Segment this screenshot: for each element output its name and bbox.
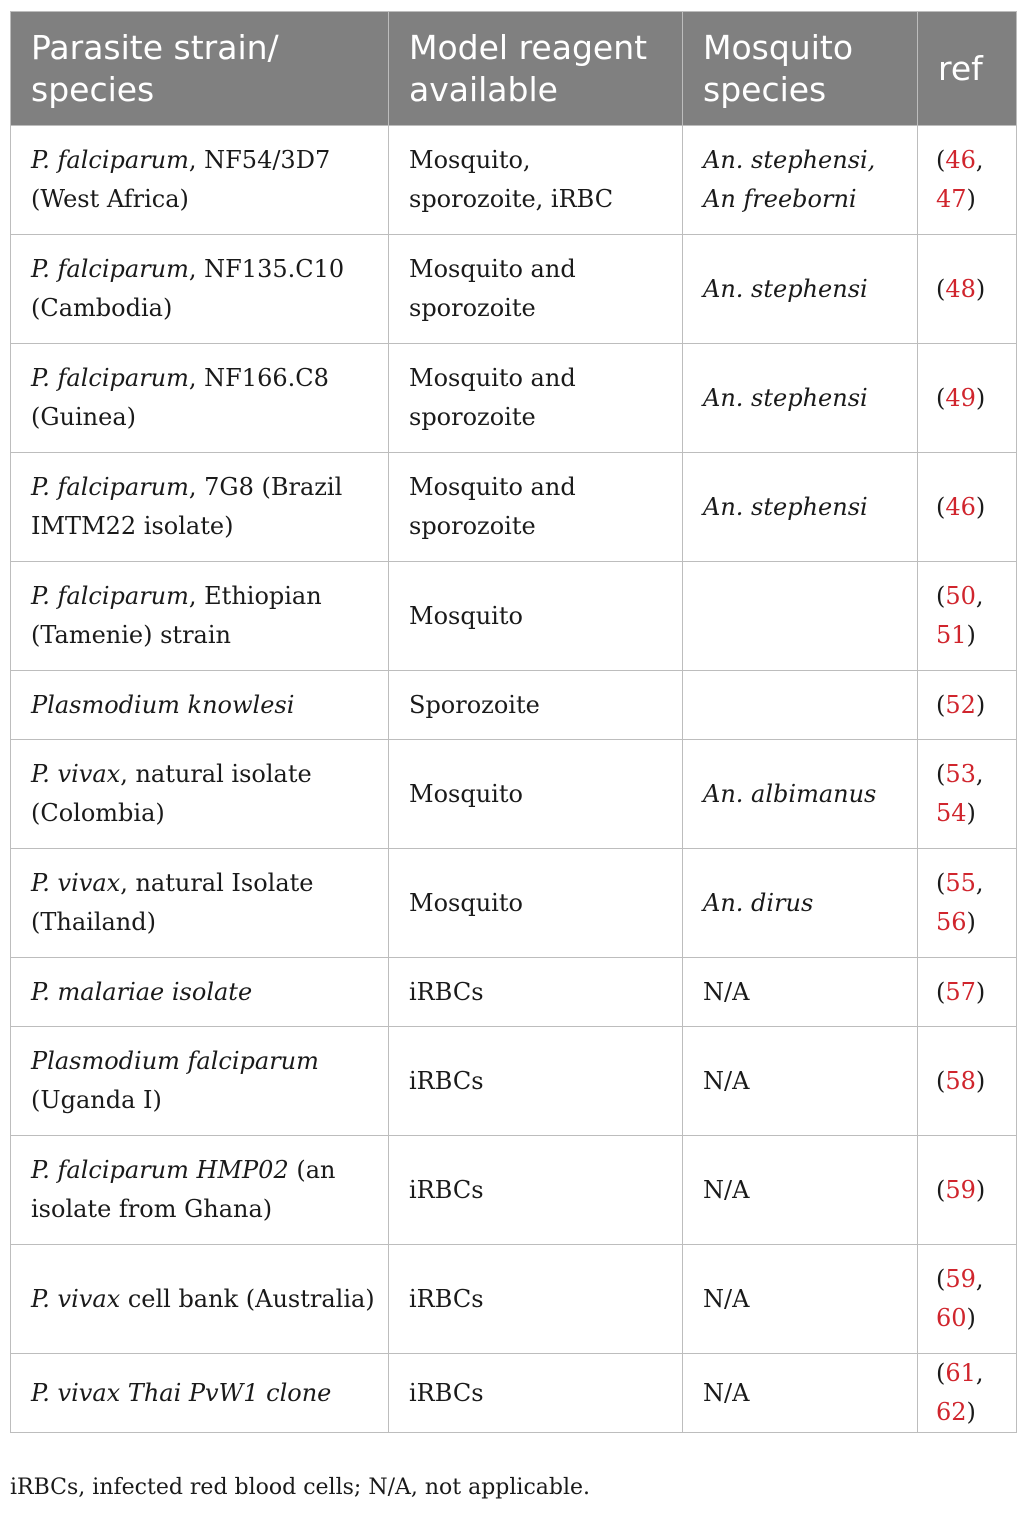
ref-cell: (57) <box>918 958 1017 1027</box>
mosquito-cell: An. stephensi <box>683 235 918 344</box>
table-row <box>11 1245 1017 1354</box>
reagent-cell: Mosquito <box>389 562 683 671</box>
species-name: P. falciparum HMP02 <box>31 1156 289 1184</box>
reagent-cell: Mosquito, sporozoite, iRBC <box>389 126 683 235</box>
header-model-reagent: Model reagent available <box>389 12 683 126</box>
strain-cell <box>11 1245 389 1354</box>
header-ref: ref <box>918 12 1017 126</box>
species-name: P. vivax <box>31 760 121 788</box>
header-mosquito-species: Mosquito species <box>683 12 918 126</box>
ref-cell: (46, 47) <box>918 126 1017 235</box>
species-name: P. vivax Thai PvW1 clone <box>31 1378 332 1407</box>
mosquito-cell: N/A <box>683 1354 918 1433</box>
species-name: Plasmodium falciparum <box>31 1047 319 1075</box>
species-name: Plasmodium knowlesi <box>31 690 295 719</box>
strain-detail: (Uganda I) <box>31 1086 162 1114</box>
strain-cell <box>11 126 389 235</box>
ref-link[interactable]: 46 <box>945 492 976 521</box>
species-name: P. malariae isolate <box>31 977 253 1006</box>
reagent-cell: iRBCs <box>389 958 683 1027</box>
reagent-cell: iRBCs <box>389 1027 683 1136</box>
table-row <box>11 1136 1017 1245</box>
ref-cell: (49) <box>918 344 1017 453</box>
header-parasite-strain: Parasite strain/ species <box>11 12 389 126</box>
table-row <box>11 562 1017 671</box>
ref-cell: (48) <box>918 235 1017 344</box>
strain-detail: , 7G8 (Brazil IMTM22 isolate) <box>31 473 343 540</box>
strain-cell <box>11 562 389 671</box>
ref-cell: (55, 56) <box>918 849 1017 958</box>
table-row <box>11 740 1017 849</box>
reagent-cell: Sporozoite <box>389 671 683 740</box>
table-row <box>11 1027 1017 1136</box>
strain-cell <box>11 958 389 1027</box>
ref-cell: (61, 62) <box>918 1354 1017 1433</box>
reagent-cell: Mosquito <box>389 740 683 849</box>
strain-cell <box>11 344 389 453</box>
strain-cell <box>11 671 389 740</box>
ref-cell: (58) <box>918 1027 1017 1136</box>
ref-link[interactable]: 60 <box>936 1304 967 1332</box>
ref-cell: (59, 60) <box>918 1245 1017 1354</box>
reagent-cell: iRBCs <box>389 1354 683 1433</box>
mosquito-cell: N/A <box>683 958 918 1027</box>
mosquito-cell: An. stephensi <box>683 453 918 562</box>
mosquito-cell: An. dirus <box>683 849 918 958</box>
ref-link[interactable]: 48 <box>945 274 976 303</box>
strain-detail: , NF54/3D7 (West Africa) <box>31 146 331 213</box>
ref-link[interactable]: 55 <box>945 869 976 897</box>
ref-link[interactable]: 59 <box>945 1175 976 1204</box>
mosquito-cell: N/A <box>683 1245 918 1354</box>
species-name: P. falciparum <box>31 473 189 501</box>
strain-cell <box>11 1136 389 1245</box>
species-name: P. falciparum <box>31 146 189 174</box>
strain-detail: , natural Isolate (Thailand) <box>31 869 314 936</box>
table-row <box>11 344 1017 453</box>
table-row <box>11 849 1017 958</box>
table-row <box>11 453 1017 562</box>
ref-cell: (59) <box>918 1136 1017 1245</box>
species-name: P. falciparum <box>31 582 189 610</box>
ref-link[interactable]: 51 <box>936 621 967 649</box>
ref-link[interactable]: 53 <box>945 760 976 788</box>
mosquito-cell: An. stephensi, An freeborni <box>683 126 918 235</box>
ref-link[interactable]: 46 <box>945 146 976 174</box>
reagent-cell: Mosquito and sporozoite <box>389 453 683 562</box>
strain-detail: , natural isolate (Colombia) <box>31 760 312 827</box>
strain-cell <box>11 1027 389 1136</box>
table-footnote: iRBCs, infected red blood cells; N/A, not applicable. <box>10 1475 591 1500</box>
strain-detail: (an isolate from Ghana) <box>31 1156 336 1223</box>
mosquito-cell: N/A <box>683 1027 918 1136</box>
species-name: P. falciparum <box>31 255 189 283</box>
reagent-cell: Mosquito and sporozoite <box>389 344 683 453</box>
mosquito-cell <box>683 562 918 671</box>
table-row <box>11 126 1017 235</box>
ref-cell: (50, 51) <box>918 562 1017 671</box>
ref-link[interactable]: 61 <box>945 1359 976 1387</box>
strain-cell <box>11 453 389 562</box>
species-name: P. falciparum <box>31 364 189 392</box>
ref-link[interactable]: 52 <box>945 690 976 719</box>
ref-link[interactable]: 50 <box>945 582 976 610</box>
strain-detail: , NF135.C10 (Cambodia) <box>31 255 345 322</box>
table-row <box>11 671 1017 740</box>
reagent-cell: Mosquito <box>389 849 683 958</box>
mosquito-cell: N/A <box>683 1136 918 1245</box>
ref-link[interactable]: 62 <box>936 1398 967 1426</box>
ref-link[interactable]: 54 <box>936 799 967 827</box>
table-body <box>11 126 1017 1433</box>
ref-link[interactable]: 49 <box>945 383 976 412</box>
ref-link[interactable]: 56 <box>936 908 967 936</box>
header-row <box>11 12 1017 126</box>
strain-cell <box>11 1354 389 1433</box>
ref-cell: (46) <box>918 453 1017 562</box>
reagent-cell: iRBCs <box>389 1245 683 1354</box>
mosquito-cell <box>683 671 918 740</box>
strain-detail: , Ethiopian (Tamenie) strain <box>31 582 322 649</box>
table-header <box>11 12 1017 126</box>
parasite-strain-table <box>10 11 1017 1433</box>
species-name: P. vivax <box>31 869 121 897</box>
reagent-cell: iRBCs <box>389 1136 683 1245</box>
ref-link[interactable]: 57 <box>945 977 976 1006</box>
strain-detail: , NF166.C8 (Guinea) <box>31 364 329 431</box>
ref-cell: (53, 54) <box>918 740 1017 849</box>
ref-link[interactable]: 58 <box>945 1066 976 1095</box>
strain-detail: cell bank (Australia) <box>120 1284 375 1313</box>
ref-link[interactable]: 47 <box>936 185 967 213</box>
mosquito-cell: An. albimanus <box>683 740 918 849</box>
reagent-cell: Mosquito and sporozoite <box>389 235 683 344</box>
table-row <box>11 235 1017 344</box>
strain-cell <box>11 849 389 958</box>
strain-cell <box>11 235 389 344</box>
table-row <box>11 958 1017 1027</box>
ref-link[interactable]: 59 <box>945 1265 976 1293</box>
species-name: P. vivax <box>31 1284 121 1313</box>
mosquito-cell: An. stephensi <box>683 344 918 453</box>
ref-cell: (52) <box>918 671 1017 740</box>
strain-cell <box>11 740 389 849</box>
table-row <box>11 1354 1017 1433</box>
